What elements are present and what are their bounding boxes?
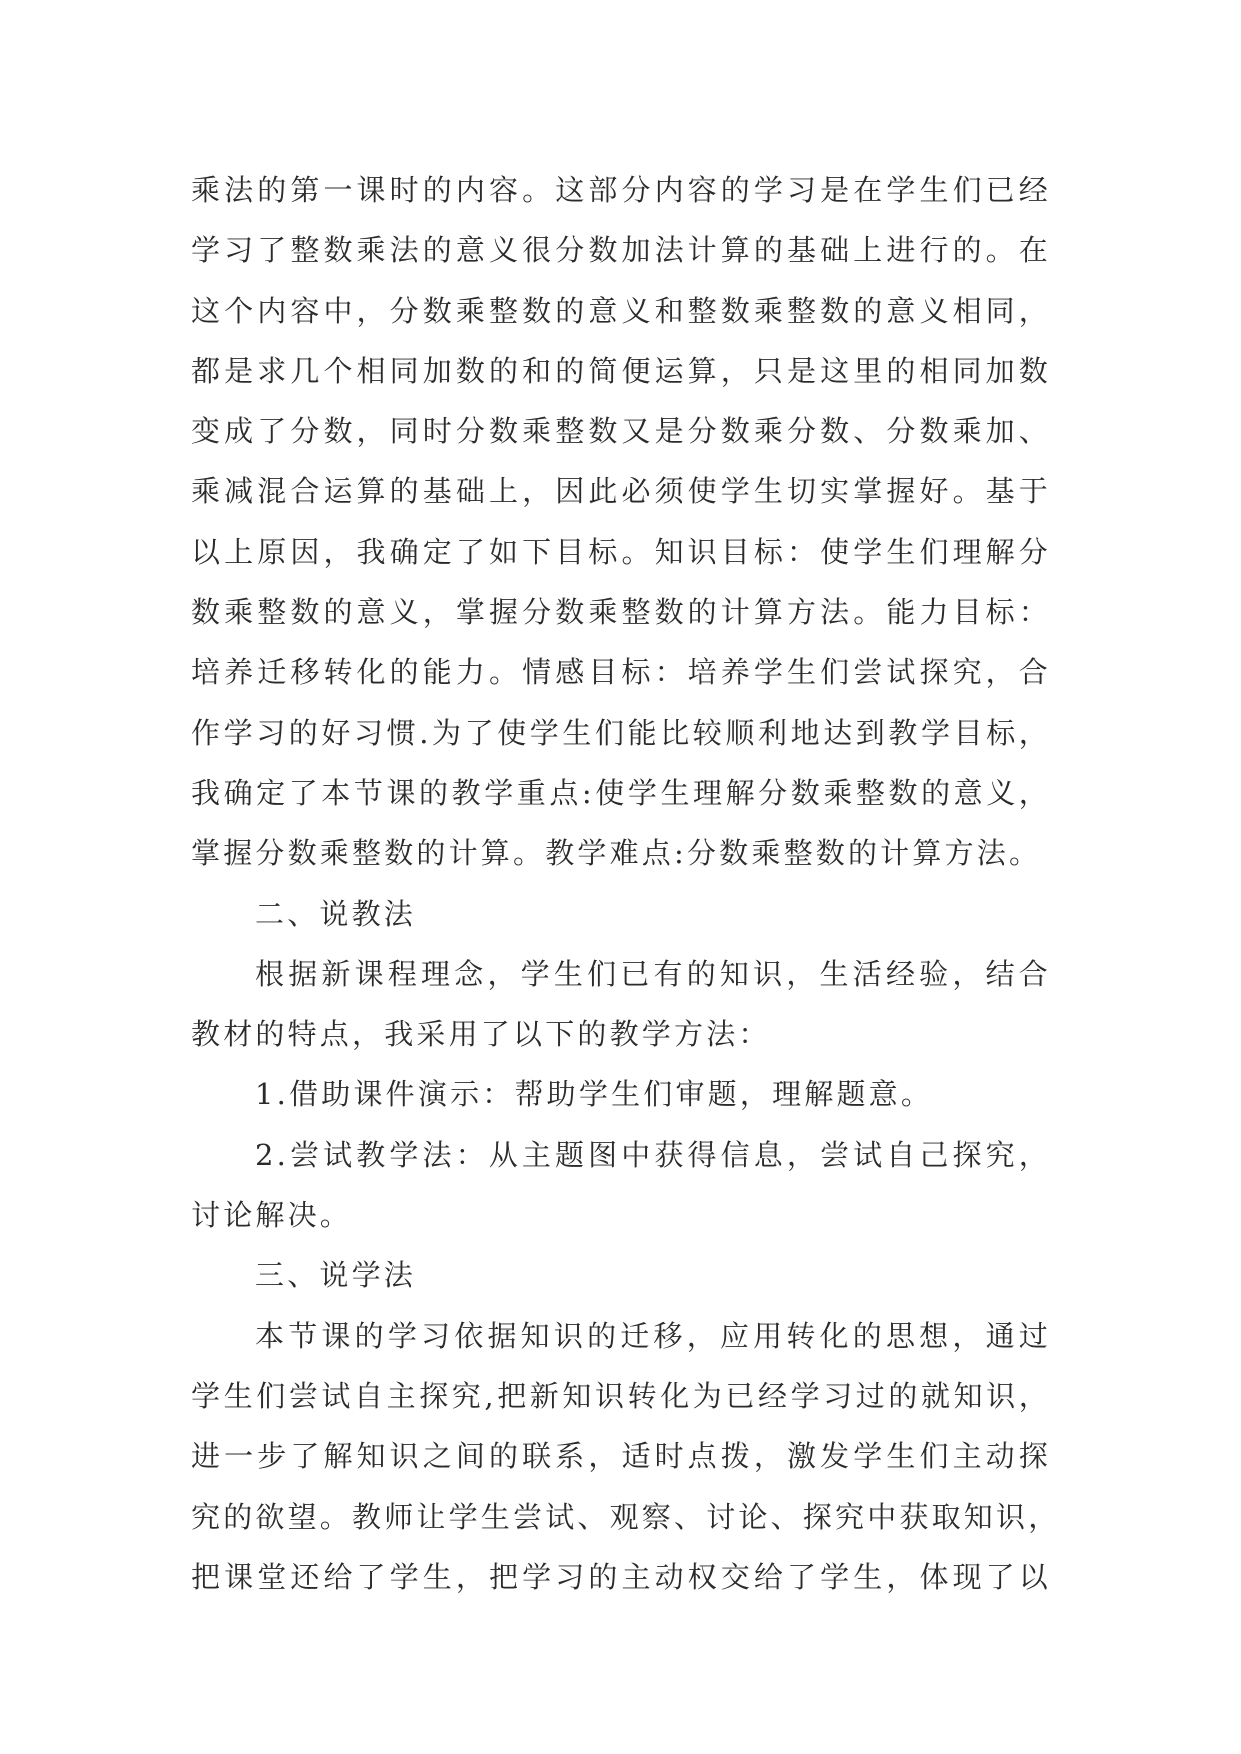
text-line: 掌握分数乘整数的计算。教学难点:分数乘整数的计算方法。 [191,836,1042,871]
text-line: 学习了整数乘法的意义很分数加法计算的基础上进行的。在 [191,233,1051,268]
text-line: 培养迁移转化的能力。情感目标：培养学生们尝试探究，合 [191,655,1051,690]
text-line: 1.借助课件演示：帮助学生们审题，理解题意。 [255,1077,934,1112]
text-line: 根据新课程理念，学生们已有的知识，生活经验，结合 [255,956,1051,991]
text-line: 我确定了本节课的教学重点:使学生理解分数乘整数的意义， [191,775,1051,810]
text-line: 讨论解决。 [191,1198,353,1233]
text-line: 作学习的好习惯.为了使学生们能比较顺利地达到教学目标， [191,715,1051,750]
text-line: 三、说学法 [255,1258,417,1293]
text-line: 2.尝试教学法：从主题图中获得信息，尝试自己探究， [255,1137,1051,1172]
text-line: 以上原因，我确定了如下目标。知识目标：使学生们理解分 [191,534,1051,569]
text-line: 变成了分数，同时分数乘整数又是分数乘分数、分数乘加、 [191,414,1051,449]
text-line: 把课堂还给了学生，把学习的主动权交给了学生，体现了以 [191,1559,1051,1594]
text-line: 教材的特点，我采用了以下的教学方法： [191,1017,771,1052]
text-line: 都是求几个相同加数的和的简便运算，只是这里的相同加数 [191,353,1051,388]
text-line: 进一步了解知识之间的联系，适时点拨，激发学生们主动探 [191,1439,1051,1474]
text-line: 二、说教法 [255,896,417,931]
text-line: 学生们尝试自主探究,把新知识转化为已经学习过的就知识， [191,1378,1051,1413]
text-line: 究的欲望。教师让学生尝试、观察、讨论、探究中获取知识， [191,1499,1061,1534]
text-line: 本节课的学习依据知识的迁移，应用转化的思想，通过 [255,1318,1051,1353]
text-line: 这个内容中，分数乘整数的意义和整数乘整数的意义相同， [191,293,1051,328]
document-body [191,160,1061,1607]
text-line: 乘法的第一课时的内容。这部分内容的学习是在学生们已经 [191,173,1051,207]
text-line: 数乘整数的意义，掌握分数乘整数的计算方法。能力目标： [191,595,1051,630]
text-line: 乘减混合运算的基础上，因此必须使学生切实掌握好。基于 [191,474,1051,509]
